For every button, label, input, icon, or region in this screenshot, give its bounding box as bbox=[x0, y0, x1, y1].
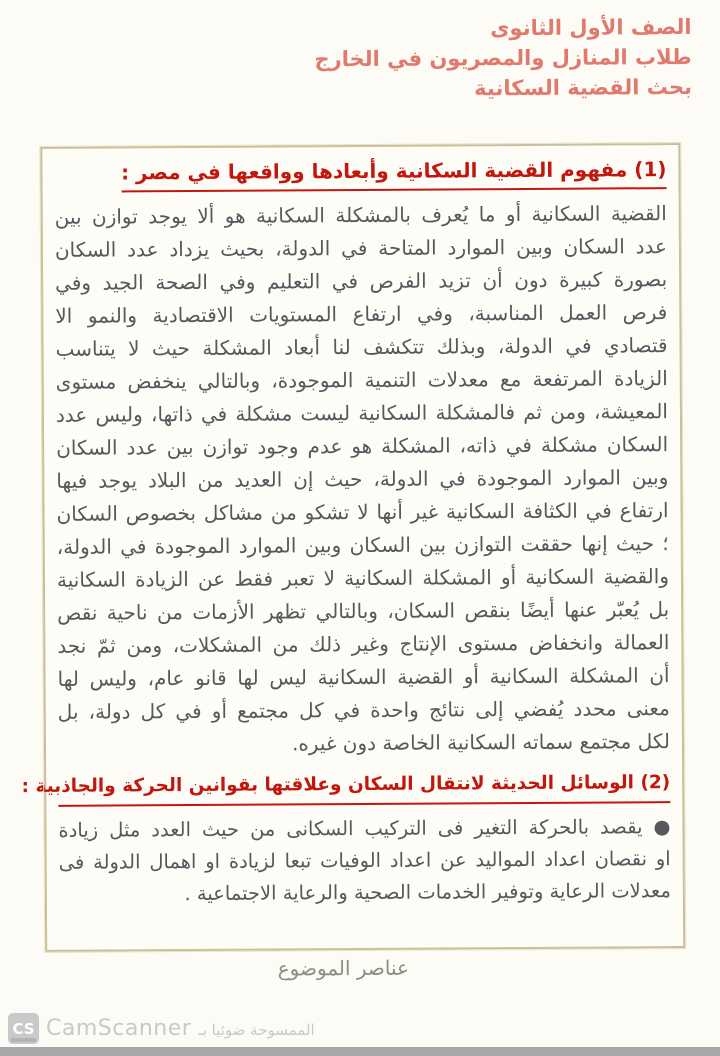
body-text-line: ارتفاع في الكثافة السكانية غير أنها لا تشكو من مشاكل بخصوص السكان bbox=[56, 498, 669, 526]
body-text-line: قتصادي في الدولة، وبذلك تتكشف لنا أبعاد المشكلة حيث لا يتناسب bbox=[55, 333, 668, 361]
section1-heading-text: (1) مفهوم القضية السكانية وأبعادها وواقعها في مصر : bbox=[121, 154, 667, 192]
bottom-edge-strip bbox=[0, 1047, 720, 1056]
body-text-line: معنى محدد يُفضي إلى نتائج واحدة في كل مجتمع أو في كل دولة، بل bbox=[57, 696, 670, 724]
body-text-line: عدد السكان وبين الموارد المتاحة في الدولة، بحيث يزداد عدد السكان bbox=[54, 234, 668, 262]
body-text-line: ؛ حيث إنها حققت التوازن بين السكان وبين الموارد الموجودة في الدولة، bbox=[56, 531, 669, 559]
body-text-line: الزيادة المرتفعة مع معدلات التنمية الموجودة، وبالتالي ينخفض مستوى bbox=[55, 366, 668, 394]
section2-heading bbox=[21, 768, 671, 807]
content-box bbox=[21, 143, 685, 952]
body-text-line: السكان مشكلة في ذاته، المشكلة هو عدم وجود توازن بين عدد السكان bbox=[56, 432, 669, 460]
body-text-line: والقضية السكانية أو المشكلة السكانية لا تعبر فقط عن الزيادة السكانية bbox=[56, 564, 670, 592]
section2-heading-text: (2) الوسائل الحديثة لانتقال السكان وعلاقتها بقوانين الحركة والجاذبية : bbox=[58, 768, 670, 807]
header-line: طلاب المنازل والمصريون في الخارج bbox=[314, 44, 692, 72]
camscanner-cs-badge-icon bbox=[8, 1013, 39, 1044]
body-text-line: المعيشة، ومن ثم فالمشكلة السكانية ليست مشكلة في ذاتها، وليس عدد bbox=[55, 399, 669, 427]
bullet-text-line: او نقصان اعداد المواليد عن اعداد الوفيات تبعا لزيادة او اهمال الدولة فى bbox=[58, 847, 671, 874]
header-line: بحث القضية السكانية bbox=[474, 74, 693, 101]
watermark-arabic-text: الممسوحة ضوئيا بـ bbox=[198, 1020, 315, 1039]
bullet-paragraph bbox=[58, 811, 671, 911]
body-text-line: بل يُعبّر عنها أيضًا بنقص السكان، وبالتالي تظهر الأزمات من ناحية نقص bbox=[57, 597, 670, 625]
body-paragraph bbox=[55, 197, 670, 762]
cs-badge-label: CS bbox=[12, 1019, 35, 1038]
body-text-line: العمالة وانخفاض مستوى الإنتاج وغير ذلك من المشكلات، ومن ثمّ نجد bbox=[57, 630, 670, 658]
body-text-line: فرص العمل المناسبة، وفي ارتفاع المستويات الاقتصادية والنمو الا bbox=[55, 300, 668, 328]
bullet-text-line: معدلات الرعاية وتوفير الخدمات الصحية والرعاية الاجتماعية . bbox=[184, 879, 671, 906]
body-text-line: وبين الموارد الموجودة في الدولة، حيث إن العديد من البلاد يوجد فيها bbox=[56, 465, 669, 493]
topic-elements-caption: عناصر الموضوع bbox=[277, 955, 410, 981]
body-text-line: لكل مجتمع سماته السكانية الخاصة دون غيره. bbox=[291, 729, 671, 756]
body-text-line: بصورة كبيرة دون أن تزيد الفرص في التعليم وفي الصحة الجيد وفي bbox=[55, 267, 668, 295]
camscanner-brand: CamScanner bbox=[46, 1016, 192, 1041]
body-text-line: أن المشكلة السكانية أو القضية السكانية ليس لها قانو عام، وليس لها bbox=[57, 663, 670, 691]
section1-heading bbox=[54, 154, 666, 193]
body-text-line: القضية السكانية أو ما يُعرف بالمشكلة السكانية هو ألا يوجد توازن بين bbox=[54, 201, 667, 229]
camscanner-watermark bbox=[8, 1013, 315, 1044]
header-block bbox=[198, 12, 693, 105]
header-line: الصف الأول الثانوى bbox=[490, 14, 692, 41]
bullet-text-line: ● يقصد بالحركة التغير فى التركيب السكانى من حيث العدد مثل زيادة bbox=[58, 815, 671, 842]
